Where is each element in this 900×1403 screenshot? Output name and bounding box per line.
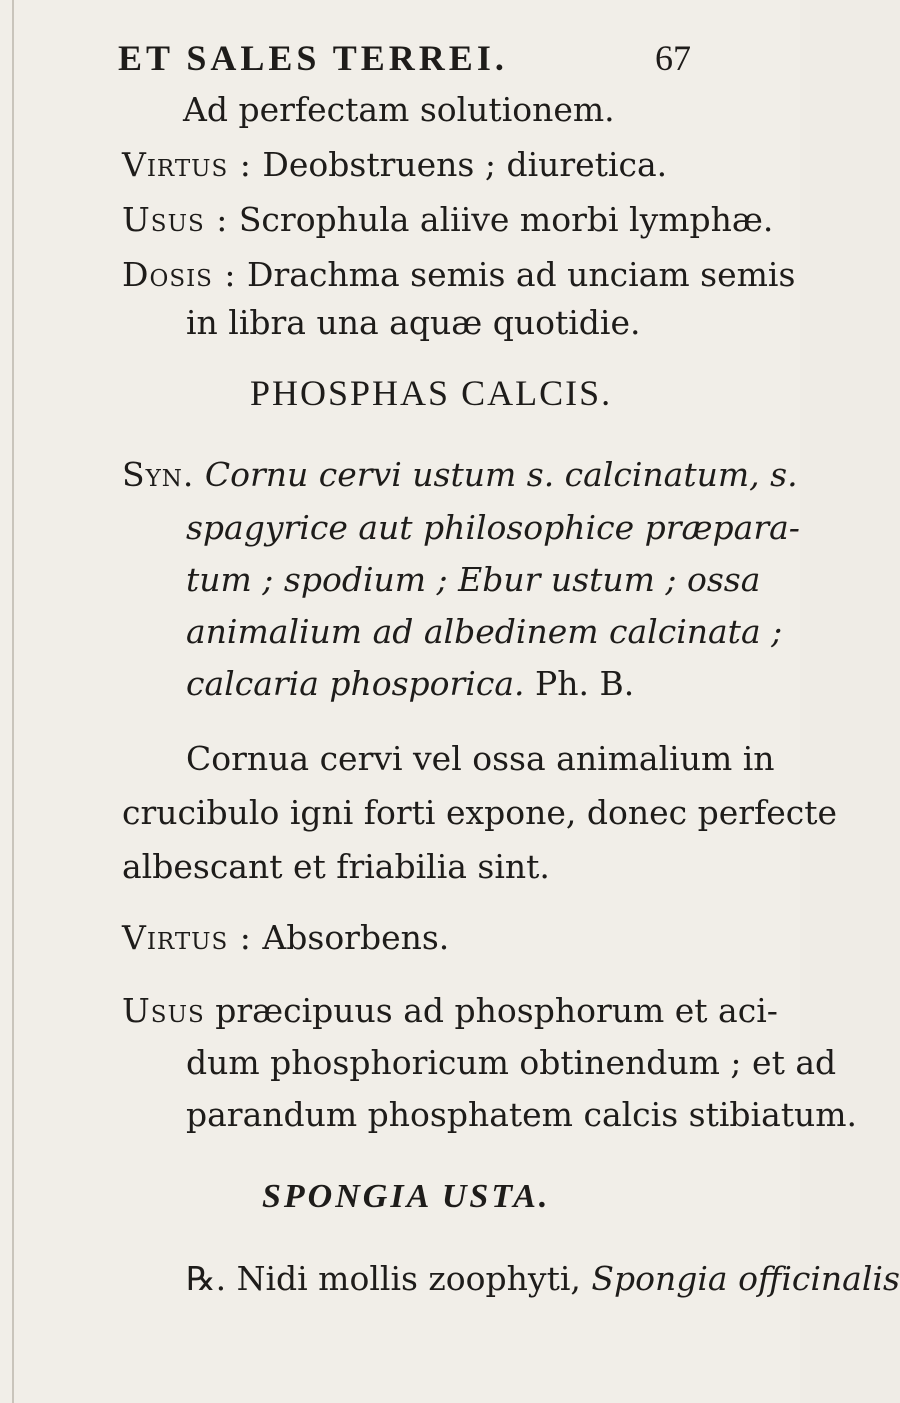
text-line-2 [122, 145, 668, 184]
usus-text-2: præcipuus ad phosphorum et aci- [215, 991, 778, 1030]
text-line-7: spagyrice aut philosophice præpara- [186, 508, 800, 547]
text-line-9: animalium ad albedinem calcinata ; [186, 612, 783, 651]
running-header: ET SALES TERREI. [118, 38, 508, 78]
text-line-18 [186, 1259, 900, 1298]
usus-label-2: Usus [122, 991, 205, 1030]
text-line-15 [122, 991, 778, 1030]
text-line-6 [122, 455, 798, 494]
text-line-5: in libra una aquæ quotidie. [186, 303, 641, 342]
pharmacopoeia-ref: Ph. B. [535, 664, 635, 703]
nidi-text: Nidi mollis zoophyti, [236, 1259, 581, 1298]
text-line-17: parandum phosphatem calcis stibiatum. [186, 1095, 858, 1134]
text-line-4 [122, 255, 796, 294]
text-line-14 [122, 918, 450, 957]
syn-label: Syn. [122, 455, 195, 494]
text-line-8: tum ; spodium ; Ebur ustum ; ossa [186, 560, 761, 599]
text-line-1: Ad perfectam solutionem. [183, 90, 615, 129]
text-line-10 [186, 664, 635, 703]
virtus-label-2: Virtus : [122, 918, 252, 957]
dosis-label: Dosis : [122, 255, 237, 294]
page-number: 67 [655, 38, 691, 78]
dosis-text: Drachma semis ad unciam semis [247, 255, 796, 294]
recipe-symbol: ℞. [186, 1259, 227, 1298]
calcaria-text: calcaria phosporica. [186, 664, 525, 703]
section-heading-spongia-usta: SPONGIA USTA. [262, 1178, 551, 1215]
syn-text: Cornu cervi ustum s. calcinatum, s. [204, 455, 798, 494]
spongia-officinalis: Spongia officinalis [591, 1259, 900, 1298]
virtus-text-2: Absorbens. [262, 918, 450, 957]
section-heading-phosphas-calcis: PHOSPHAS CALCIS. [250, 373, 613, 413]
virtus-text: Deobstruens ; diuretica. [262, 145, 668, 184]
usus-text: Scrophula aliive morbi lymphæ. [238, 200, 774, 239]
virtus-label: Virtus : [122, 145, 252, 184]
text-line-12: crucibulo igni forti expone, donec perfecte [122, 793, 838, 832]
text-line-16: dum phosphoricum obtinendum ; et ad [186, 1043, 837, 1082]
usus-label: Usus : [122, 200, 229, 239]
page-edge-line [12, 0, 14, 1403]
text-line-13: albescant et friabilia sint. [122, 847, 550, 886]
text-line-3 [122, 200, 774, 239]
text-line-11: Cornua cervi vel ossa animalium in [186, 739, 775, 778]
